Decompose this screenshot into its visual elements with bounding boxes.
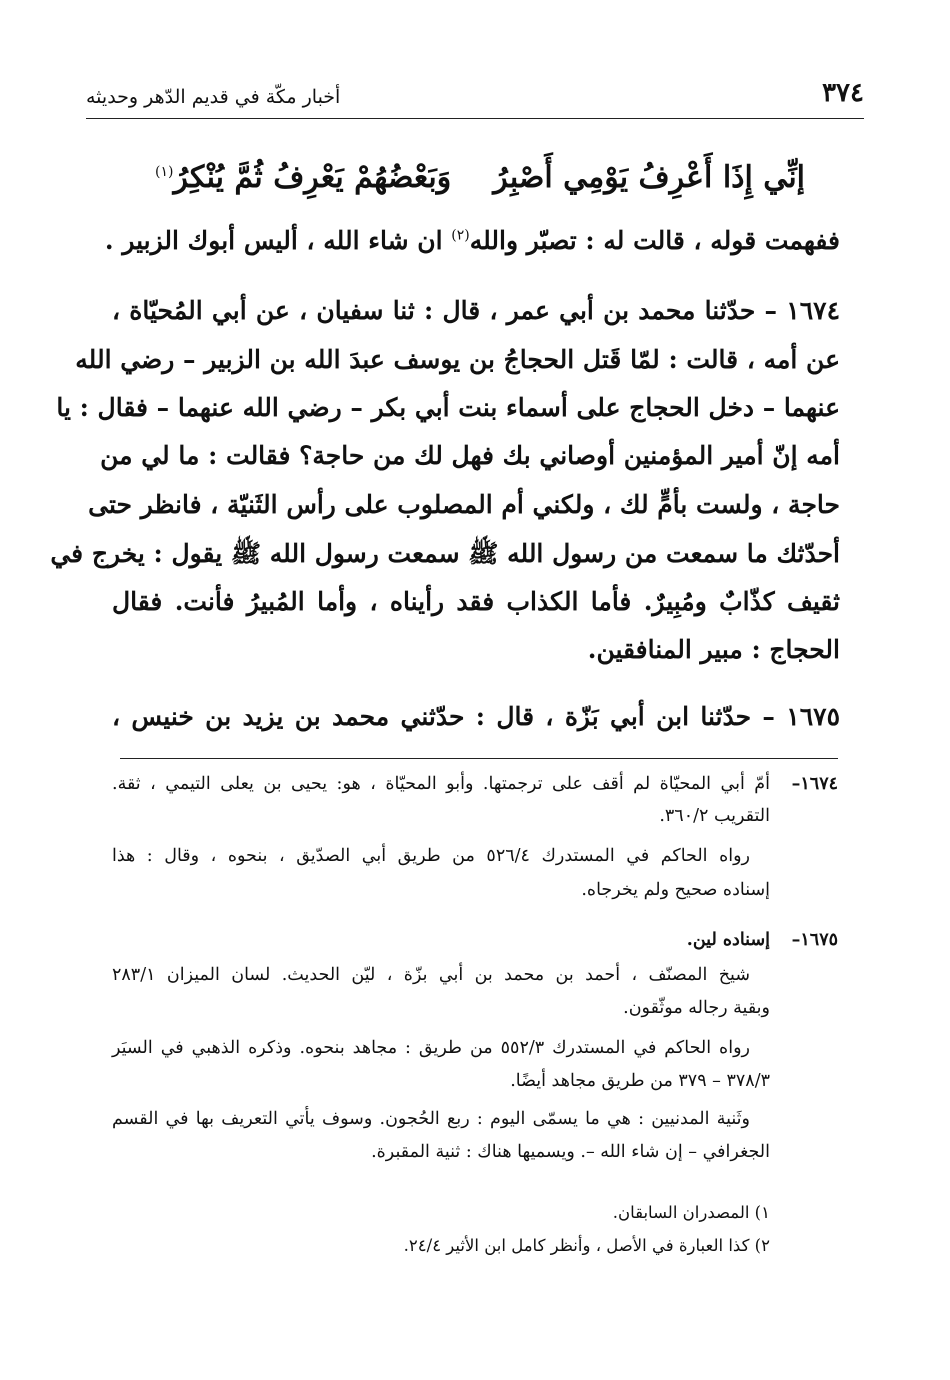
note-1675-line: وبقية رجاله موثّقون. [623,998,770,1018]
note-1674-line: التقريب ٣٦٠/٢. [659,806,770,826]
page-header [86,76,864,119]
note-1674-line: إسناده صحيح ولم يخرجاه. [581,880,770,900]
hadith-1674-line: ثقيف كذّابٌ ومُبِيرٌ. فأما الكذاب فقد رأيناه ، وأما المُبيرُ فأنت. فقال [112,587,840,616]
verse-first-hemistich: إنِّي إِذَا أَعْرِفُ يَوْمِي أَصْبِرُ [493,160,805,195]
note-1675-line: ٣٧٨/٣ – ٣٧٩ من طريق مجاهد أيضًا. [510,1071,770,1091]
hadith-1674-line: عنهما – دخل الحجاج على أسماء بنت أبي بكر – رضي الله عنهما – فقال : يا [56,393,840,422]
note-1675-line: شيخ المصنّف ، أحمد بن محمد بن أبي بزّة ، ليّن الحديث. لسان الميزان ٢٨٣/١ [112,965,751,985]
hadith-1674-line: الحجاج : مبير المنافقين. [587,635,840,664]
verse-second-text: وَبَعْضُهُمْ يَعْرِفُ ثُمَّ يُنْكِرُ [173,160,452,195]
note-1675-heading: إسناده لين. [686,930,770,950]
footnote-separator [120,758,838,759]
hadith-1674-line: أحدّثك ما سمعت من رسول الله ﷺ سمعت رسول الله ﷺ يقول : يخرج في [50,539,840,568]
poetry-verse [155,160,805,210]
footnote-marker: (٢) [451,227,470,244]
verse-second-hemistich [155,160,451,195]
page-number: ٣٧٤ [822,78,864,108]
footnote-2: ٢) كذا العبارة في الأصل ، وأنظر كامل ابن الأثير ٢٤/٤. [403,1236,770,1255]
hadith-1675-line: ١٦٧٥ – حدّثنا ابن أبي بَزّة ، قال : حدّثني محمد بن يزيد بن خنيس ، [112,702,840,731]
hadith-1674-line: حاجة ، ولست بأمٍّ لك ، ولكني أم المصلوب على رأس الثَنيّة ، فانظر حتى [88,490,840,519]
note-number-1674: ١٦٧٤– [791,774,838,794]
note-1675-line: رواه الحاكم في المستدرك ٥٥٢/٣ من طريق : مجاهد بنحوه. وذكره الذهبي في السيَر [112,1038,750,1058]
running-title: أخبار مكّة في قديم الدّهر وحديثه [86,86,341,108]
note-1674-line: رواه الحاكم في المستدرك ٥٢٦/٤ من طريق أبي الصدّيق ، بنحوه ، وقال : هذا [112,846,751,866]
footnote-marker: (١) [155,164,174,180]
text-fragment: ففهمت قوله ، قالت له : تصبّر والله [469,226,840,255]
note-1674-line: أمّ أبي المحيّاة لم أقف على ترجمتها. وأبو المحيّاة ، هو: يحيى بن يعلى التيمي ، ثقة. [112,774,770,794]
note-1675-line: وثَنية المدنيين : هي ما يسمّى اليوم : ربع الحُجون. وسوف يأتي التعريف بها في القسم [112,1109,750,1129]
hadith-1674-line: ١٦٧٤ – حدّثنا محمد بن أبي عمر ، قال : ثنا سفيان ، عن أبي المُحيّاة ، [112,296,840,325]
hadith-1674-line: أمه إنّ أمير المؤمنين أوصاني بك فهل لك من حاجة؟ فقالت : ما لي من [100,441,840,470]
note-1675-line: الجغرافي – إن شاء الله –. ويسميها هناك : ثنية المقبرة. [371,1142,770,1162]
footnote-1: ١) المصدران السابقان. [612,1203,770,1222]
note-number-1675: ١٦٧٥– [791,930,838,950]
hadith-1674-line: عن أمه ، قالت : لمّا قَتل الحجاجُ بن يوسف عبدَ الله بن الزبير – رضي الله [75,345,840,374]
text-line [104,226,840,255]
text-fragment: ان شاء الله ، أليس أبوك الزبير . [104,226,452,255]
